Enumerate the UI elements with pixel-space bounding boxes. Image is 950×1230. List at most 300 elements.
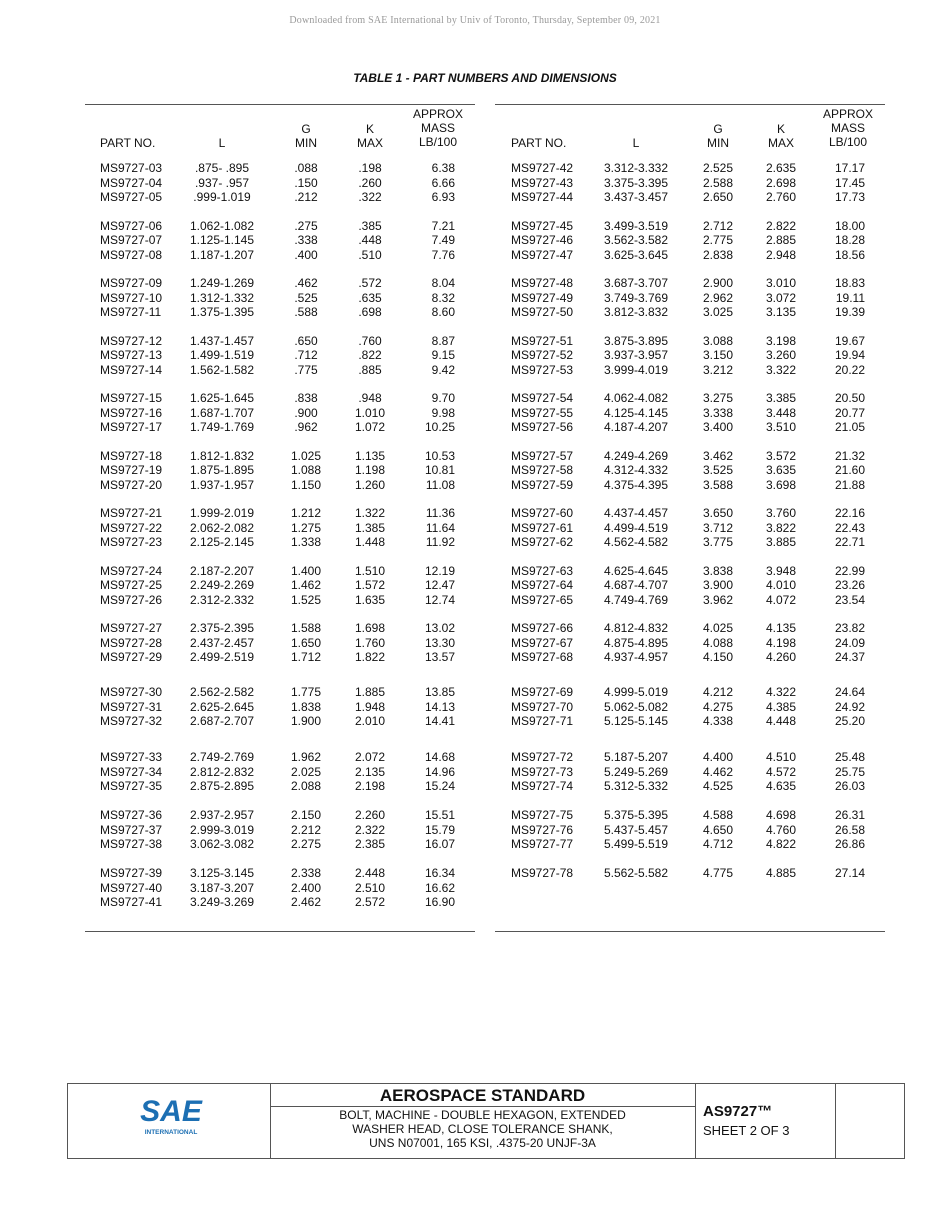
length-l-cell: 1.312-1.332	[189, 290, 255, 305]
approx-mass-cell: 24.09	[834, 635, 865, 650]
part-number-cell: MS9727-57	[511, 448, 574, 463]
table-row	[495, 765, 885, 780]
approx-mass-cell: 8.60	[431, 305, 455, 319]
table-row	[85, 305, 475, 320]
part-number-cell: MS9727-72	[511, 750, 574, 764]
title-description-cell	[270, 1084, 696, 1158]
length-l-cell: 2.999-3.019	[189, 822, 255, 837]
length-l-cell: 3.562-3.582	[603, 233, 669, 247]
approx-mass-cell: 19.39	[834, 305, 865, 319]
length-l-cell: 1.375-1.395	[189, 305, 255, 319]
g-min-cell: .650	[294, 333, 318, 348]
table-row	[495, 823, 885, 838]
k-max-cell: 3.322	[765, 362, 797, 377]
length-l-cell: 1.687-1.707	[189, 405, 255, 420]
length-l-cell: 2.562-2.582	[189, 685, 255, 699]
k-max-cell: 1.760	[354, 635, 386, 650]
length-l-cell: 3.875-3.895	[603, 333, 669, 348]
table-title: TABLE 1 - PART NUMBERS AND DIMENSIONS	[353, 71, 617, 85]
part-number-cell: MS9727-75	[511, 808, 574, 822]
approx-mass-cell: 6.38	[431, 161, 455, 175]
g-min-cell: 3.775	[702, 535, 734, 549]
table-row	[495, 219, 885, 234]
table-row	[85, 176, 475, 191]
k-max-cell: 4.510	[765, 750, 797, 764]
part-number-cell: MS9727-07	[100, 233, 163, 247]
part-number-cell: MS9727-37	[100, 822, 163, 837]
length-l-cell: 3.499-3.519	[603, 218, 669, 233]
approx-mass-cell: 24.64	[834, 685, 865, 699]
part-number-cell: MS9727-08	[100, 247, 163, 262]
length-l-cell: 1.812-1.832	[189, 448, 255, 463]
g-min-cell: 3.462	[702, 448, 734, 463]
k-max-cell: 1.510	[354, 563, 386, 578]
k-max-cell: 2.698	[765, 175, 797, 190]
table-row	[85, 714, 475, 729]
part-number-cell: MS9727-65	[511, 592, 574, 607]
g-min-cell: 3.900	[702, 578, 734, 592]
g-min-cell: 2.212	[290, 822, 322, 837]
k-max-cell: 2.010	[354, 714, 386, 728]
length-l-cell: 4.937-4.957	[603, 650, 669, 664]
part-number-cell: MS9727-20	[100, 477, 163, 492]
approx-mass-cell: 22.43	[834, 520, 865, 535]
approx-mass-cell: 23.26	[834, 578, 865, 592]
k-max-cell: 4.072	[765, 592, 797, 607]
approx-mass-cell: 18.28	[834, 233, 865, 247]
g-min-cell: .712	[294, 348, 318, 362]
table-row	[495, 535, 885, 550]
k-max-cell: .510	[358, 247, 382, 262]
g-min-cell: 1.775	[290, 685, 322, 699]
part-number-cell: MS9727-34	[100, 764, 163, 779]
length-l-cell: 3.375-3.395	[603, 175, 669, 190]
g-min-cell: 3.962	[702, 592, 734, 607]
g-min-cell: 1.400	[290, 563, 322, 578]
part-number-cell: MS9727-74	[511, 779, 574, 793]
g-min-cell: 4.212	[702, 685, 734, 699]
k-max-cell: .635	[358, 290, 382, 305]
table-row	[85, 808, 475, 823]
length-l-cell: 1.749-1.769	[189, 420, 255, 434]
k-max-cell: 3.572	[765, 448, 797, 463]
approx-mass-cell: 16.07	[424, 837, 455, 851]
g-min-cell: .525	[294, 290, 318, 305]
k-max-cell: 2.635	[765, 161, 797, 175]
table-row	[495, 406, 885, 421]
table-row	[85, 636, 475, 651]
part-number-cell: MS9727-70	[511, 699, 574, 714]
approx-mass-cell: 17.73	[834, 190, 865, 204]
approx-mass-cell: 25.48	[834, 750, 865, 764]
part-number-cell: MS9727-13	[100, 348, 163, 362]
approx-mass-cell: 11.92	[425, 535, 455, 549]
part-number-cell: MS9727-48	[511, 276, 574, 290]
k-max-cell: 1.072	[354, 420, 386, 434]
k-max-cell: 4.385	[765, 699, 797, 714]
part-number-cell: MS9727-19	[100, 463, 163, 477]
header-k-max: K MAX	[356, 122, 383, 150]
g-min-cell: 1.462	[290, 578, 322, 592]
g-min-cell: 3.212	[702, 362, 734, 377]
approx-mass-cell: 20.50	[834, 391, 865, 405]
table-row	[85, 406, 475, 421]
approx-mass-cell: 22.99	[834, 563, 865, 578]
approx-mass-cell: 11.36	[425, 506, 455, 520]
length-l-cell: 4.187-4.207	[603, 420, 669, 434]
k-max-cell: 4.698	[765, 808, 797, 822]
table-row	[495, 233, 885, 248]
k-max-cell: 3.010	[765, 276, 797, 290]
k-max-cell: 1.010	[354, 405, 386, 420]
g-min-cell: 3.088	[702, 333, 734, 348]
table-row	[495, 190, 885, 205]
length-l-cell: 3.625-3.645	[603, 247, 669, 262]
table-row	[495, 837, 885, 852]
k-max-cell: 1.572	[354, 578, 386, 592]
sae-logo-mark: SAE	[140, 1095, 202, 1128]
header-g-min: G MIN	[707, 122, 729, 150]
approx-mass-cell: 18.56	[834, 247, 865, 262]
g-min-cell: .900	[294, 405, 318, 420]
part-number-cell: MS9727-18	[100, 448, 163, 463]
k-max-cell: .385	[358, 218, 382, 233]
k-max-cell: 1.135	[354, 448, 386, 463]
approx-mass-cell: 24.92	[834, 699, 865, 714]
k-max-cell: .260	[358, 175, 382, 190]
part-number-cell: MS9727-24	[100, 563, 163, 578]
part-number-cell: MS9727-15	[100, 391, 163, 405]
k-max-cell: .822	[358, 348, 382, 362]
approx-mass-cell: 13.02	[424, 621, 455, 635]
approx-mass-cell: 16.62	[424, 880, 455, 895]
part-number-cell: MS9727-61	[511, 520, 574, 535]
length-l-cell: 4.812-4.832	[603, 621, 669, 635]
part-number-cell: MS9727-31	[100, 699, 163, 714]
table-row	[495, 334, 885, 349]
g-min-cell: 2.275	[290, 837, 322, 851]
header-k-max: K MAX	[767, 122, 794, 150]
length-l-cell: 2.499-2.519	[189, 650, 255, 664]
k-max-cell: .885	[358, 362, 382, 377]
length-l-cell: 2.687-2.707	[189, 714, 255, 728]
g-min-cell: 2.462	[290, 895, 322, 909]
approx-mass-cell: 16.90	[424, 895, 455, 909]
length-l-cell: 5.312-5.332	[603, 779, 669, 793]
length-l-cell: 2.187-2.207	[189, 563, 255, 578]
sae-logo-subtitle: INTERNATIONAL	[144, 1129, 198, 1136]
approx-mass-cell: 9.15	[431, 348, 455, 362]
length-l-cell: 4.312-4.332	[603, 463, 669, 477]
part-number-cell: MS9727-04	[100, 175, 163, 190]
approx-mass-cell: 21.88	[834, 477, 865, 492]
approx-mass-cell: 16.34	[424, 866, 455, 880]
sae-logo	[136, 1095, 206, 1139]
g-min-cell: .462	[294, 276, 318, 290]
k-max-cell: .198	[358, 161, 382, 175]
part-number-cell: MS9727-55	[511, 405, 574, 420]
approx-mass-cell: 26.03	[834, 779, 865, 793]
k-max-cell: 3.885	[765, 535, 797, 549]
table-row	[495, 291, 885, 306]
part-number-cell: MS9727-03	[100, 161, 163, 175]
k-max-cell: .698	[358, 305, 382, 319]
table-row	[495, 636, 885, 651]
k-max-cell: 3.698	[765, 477, 797, 492]
part-number-cell: MS9727-40	[100, 880, 163, 895]
table-header	[85, 105, 475, 151]
length-l-cell: 4.999-5.019	[603, 685, 669, 699]
table-row	[85, 449, 475, 464]
part-number-cell: MS9727-69	[511, 685, 574, 699]
table-row	[495, 564, 885, 579]
length-l-cell: 3.062-3.082	[189, 837, 255, 851]
part-number-cell: MS9727-23	[100, 535, 163, 549]
g-min-cell: 3.150	[702, 348, 734, 362]
g-min-cell: .088	[294, 161, 318, 175]
table-row	[495, 578, 885, 593]
part-number-cell: MS9727-30	[100, 685, 163, 699]
table-row	[85, 248, 475, 263]
k-max-cell: 2.510	[354, 880, 386, 895]
length-l-cell: 1.062-1.082	[189, 218, 255, 233]
table-row	[85, 578, 475, 593]
g-min-cell: 2.900	[702, 276, 734, 290]
part-number-cell: MS9727-56	[511, 420, 574, 434]
k-max-cell: 2.448	[354, 866, 386, 880]
part-number-cell: MS9727-76	[511, 822, 574, 837]
approx-mass-cell: 26.58	[834, 822, 865, 837]
approx-mass-cell: 15.24	[424, 779, 455, 793]
table-row	[85, 650, 475, 665]
g-min-cell: 4.400	[702, 750, 734, 764]
approx-mass-cell: 8.32	[431, 290, 455, 305]
table-row	[85, 219, 475, 234]
table-row	[495, 593, 885, 608]
part-number-cell: MS9727-77	[511, 837, 574, 851]
part-number-cell: MS9727-63	[511, 563, 574, 578]
table-row	[85, 837, 475, 852]
length-l-cell: 1.999-2.019	[189, 506, 255, 520]
k-max-cell: 3.072	[765, 290, 797, 305]
g-min-cell: 1.650	[290, 635, 322, 650]
part-number-cell: MS9727-05	[100, 190, 163, 204]
table-row	[85, 593, 475, 608]
table-row	[85, 291, 475, 306]
length-l-cell: 1.937-1.957	[189, 477, 255, 492]
table-row	[495, 506, 885, 521]
k-max-cell: 1.635	[354, 592, 386, 607]
approx-mass-cell: 23.82	[834, 621, 865, 635]
k-max-cell: 4.760	[765, 822, 797, 837]
k-max-cell: 4.635	[765, 779, 797, 793]
table-row	[85, 750, 475, 765]
part-number-cell: MS9727-68	[511, 650, 574, 664]
k-max-cell: .448	[358, 233, 382, 247]
k-max-cell: 3.510	[765, 420, 797, 434]
length-l-cell: 2.625-2.645	[189, 699, 255, 714]
table-row	[85, 276, 475, 291]
g-min-cell: 2.338	[290, 866, 322, 880]
table-row	[85, 478, 475, 493]
table-row	[85, 521, 475, 536]
approx-mass-cell: 15.51	[424, 808, 455, 822]
part-number-cell: MS9727-46	[511, 233, 574, 247]
k-max-cell: 3.385	[765, 391, 797, 405]
length-l-cell: 4.749-4.769	[603, 592, 669, 607]
length-l-cell: 5.187-5.207	[603, 750, 669, 764]
g-min-cell: .962	[294, 420, 318, 434]
length-l-cell: 5.249-5.269	[603, 764, 669, 779]
length-l-cell: 1.187-1.207	[189, 247, 255, 262]
header-approx-mass: APPROX MASS LB/100	[822, 107, 873, 149]
length-l-cell: 2.062-2.082	[189, 520, 255, 535]
g-min-cell: .338	[294, 233, 318, 247]
length-l-cell: 4.562-4.582	[603, 535, 669, 549]
table-row	[85, 564, 475, 579]
approx-mass-cell: 11.64	[425, 520, 455, 535]
table-row	[495, 248, 885, 263]
approx-mass-cell: 22.16	[834, 506, 865, 520]
approx-mass-cell: 26.86	[834, 837, 865, 851]
approx-mass-cell: 13.57	[424, 650, 455, 664]
table-row	[495, 714, 885, 729]
length-l-cell: 3.687-3.707	[603, 276, 669, 290]
g-min-cell: 2.775	[702, 233, 734, 247]
approx-mass-cell: 19.94	[834, 348, 865, 362]
approx-mass-cell: 20.77	[834, 405, 865, 420]
length-l-cell: 4.499-4.519	[603, 520, 669, 535]
approx-mass-cell: 20.22	[834, 362, 865, 377]
part-number-cell: MS9727-11	[100, 305, 162, 319]
length-l-cell: 1.562-1.582	[189, 362, 255, 377]
table-row	[85, 363, 475, 378]
table-row	[495, 463, 885, 478]
part-number-cell: MS9727-28	[100, 635, 163, 650]
g-min-cell: .775	[294, 362, 318, 377]
part-number-cell: MS9727-41	[100, 895, 163, 909]
title-block	[67, 1083, 905, 1159]
k-max-cell: .322	[358, 190, 382, 204]
table-row	[495, 808, 885, 823]
k-max-cell: 4.260	[765, 650, 797, 664]
length-l-cell: 2.749-2.769	[189, 750, 255, 764]
k-max-cell: 2.322	[354, 822, 386, 837]
header-part-no: PART NO.	[100, 136, 156, 150]
k-max-cell: 3.760	[765, 506, 797, 520]
approx-mass-cell: 12.74	[424, 592, 455, 607]
part-number-cell: MS9727-38	[100, 837, 163, 851]
parts-table-left	[85, 104, 475, 932]
approx-mass-cell: 27.14	[834, 866, 865, 880]
approx-mass-cell: 10.81	[424, 463, 455, 477]
length-l-cell: 5.437-5.457	[603, 822, 669, 837]
k-max-cell: 1.885	[354, 685, 386, 699]
length-l-cell: 3.812-3.832	[603, 305, 669, 319]
k-max-cell: 1.448	[354, 535, 386, 549]
approx-mass-cell: 7.49	[431, 233, 455, 247]
g-min-cell: 4.650	[702, 822, 734, 837]
g-min-cell: 3.338	[702, 405, 734, 420]
g-min-cell: 4.275	[702, 699, 734, 714]
length-l-cell: 2.812-2.832	[189, 764, 255, 779]
approx-mass-cell: 19.11	[835, 290, 865, 305]
length-l-cell: 3.749-3.769	[603, 290, 669, 305]
table-row	[85, 779, 475, 794]
part-number-cell: MS9727-62	[511, 535, 574, 549]
g-min-cell: 2.525	[702, 161, 734, 175]
approx-mass-cell: 18.83	[834, 276, 865, 290]
g-min-cell: 2.400	[290, 880, 322, 895]
k-max-cell: 3.635	[765, 463, 797, 477]
length-l-cell: 2.937-2.957	[189, 808, 255, 822]
g-min-cell: .838	[294, 391, 318, 405]
table-row	[85, 535, 475, 550]
table-row	[85, 463, 475, 478]
part-number-cell: MS9727-43	[511, 175, 574, 190]
part-number-cell: MS9727-21	[100, 506, 163, 520]
approx-mass-cell: 23.54	[834, 592, 865, 607]
k-max-cell: 2.198	[354, 779, 386, 793]
length-l-cell: 3.437-3.457	[603, 190, 669, 204]
length-l-cell: .999-1.019	[193, 190, 251, 204]
length-l-cell: 1.625-1.645	[189, 391, 255, 405]
g-min-cell: 4.712	[702, 837, 734, 851]
k-max-cell: 4.448	[765, 714, 797, 728]
k-max-cell: 1.385	[354, 520, 386, 535]
part-number-cell: MS9727-33	[100, 750, 163, 764]
approx-mass-cell: 17.17	[834, 161, 865, 175]
k-max-cell: 4.135	[765, 621, 797, 635]
approx-mass-cell: 11.08	[425, 477, 455, 492]
part-number-cell: MS9727-09	[100, 276, 163, 290]
table-row	[495, 176, 885, 191]
part-number-cell: MS9727-06	[100, 218, 163, 233]
length-l-cell: 3.125-3.145	[189, 866, 255, 880]
approx-mass-cell: 17.45	[834, 175, 865, 190]
table-row	[85, 866, 475, 881]
table-row	[85, 161, 475, 176]
g-min-cell: 3.712	[702, 520, 734, 535]
k-max-cell: .948	[358, 391, 382, 405]
g-min-cell: 2.712	[702, 218, 734, 233]
k-max-cell: 4.322	[765, 685, 797, 699]
k-max-cell: 4.885	[765, 866, 797, 880]
table-row	[85, 765, 475, 780]
header-approx-mass: APPROX MASS LB/100	[412, 107, 463, 149]
part-number-cell: MS9727-53	[511, 362, 574, 377]
g-min-cell: 1.962	[290, 750, 322, 764]
g-min-cell: 2.150	[290, 808, 322, 822]
g-min-cell: 1.525	[290, 592, 322, 607]
document-id-cell	[695, 1084, 836, 1158]
part-number-cell: MS9727-16	[100, 405, 163, 420]
k-max-cell: 2.822	[765, 218, 797, 233]
g-min-cell: 1.088	[290, 463, 322, 477]
approx-mass-cell: 22.71	[834, 535, 865, 549]
table-row	[85, 621, 475, 636]
g-min-cell: 2.962	[702, 290, 734, 305]
table-row	[495, 391, 885, 406]
part-number-cell: MS9727-32	[100, 714, 163, 728]
table-row	[495, 305, 885, 320]
length-l-cell: 5.499-5.519	[603, 837, 669, 851]
approx-mass-cell: 21.60	[834, 463, 865, 477]
part-number-cell: MS9727-54	[511, 391, 574, 405]
k-max-cell: 1.322	[354, 506, 386, 520]
header-l: L	[632, 136, 640, 150]
k-max-cell: 4.198	[765, 635, 797, 650]
